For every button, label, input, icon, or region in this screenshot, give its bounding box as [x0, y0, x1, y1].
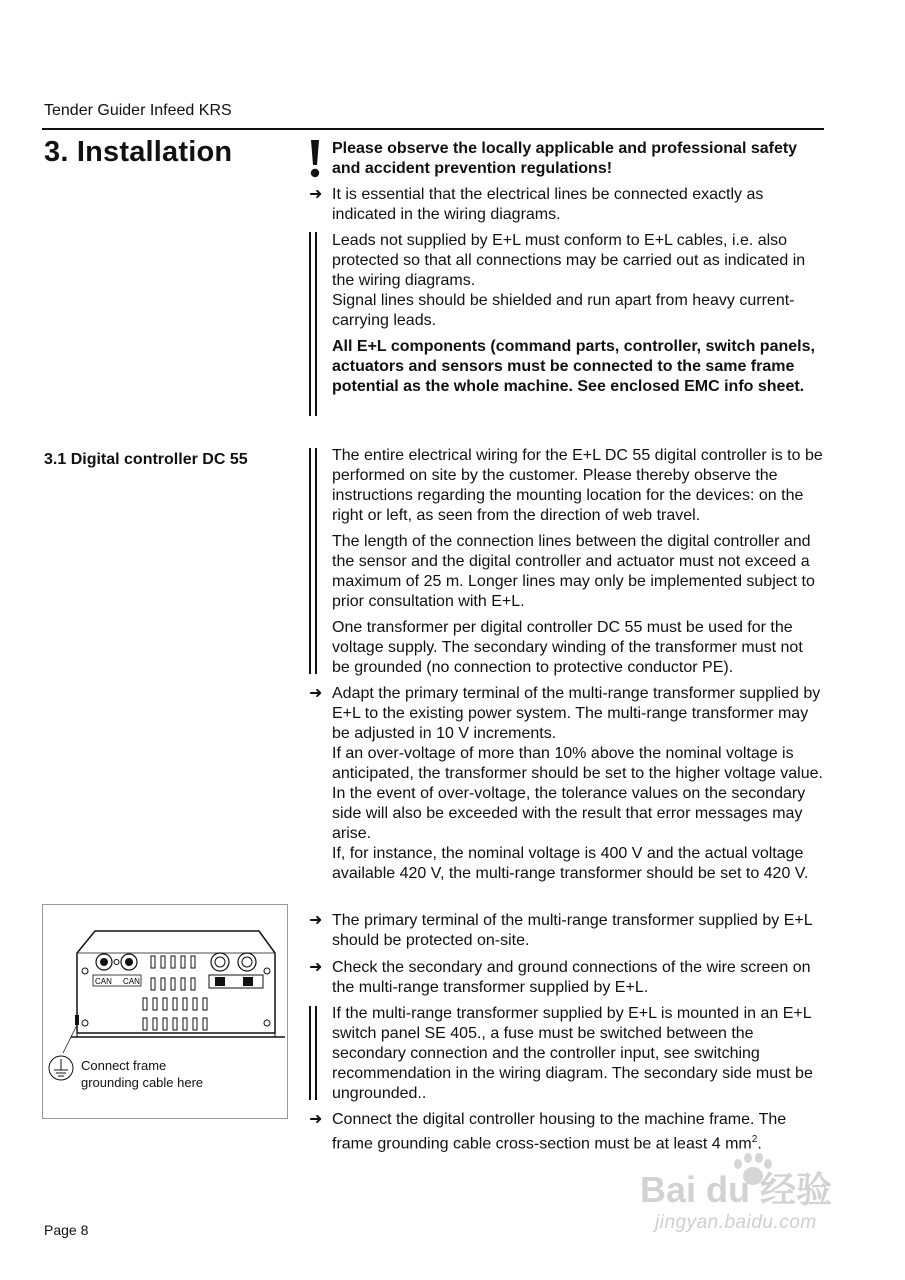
exclamation-icon: [309, 139, 321, 179]
subsection-title: 3.1 Digital controller DC 55: [44, 451, 248, 468]
safety-warning: Please observe the locally applicable and professional safety and accident prevention regulations!: [332, 140, 798, 177]
note-bar: [309, 1006, 317, 1100]
ground-icon: [49, 1056, 73, 1080]
note-text: Signal lines should be shielded and run apart from heavy current-carrying leads.: [332, 292, 795, 329]
arrow-icon: ➜: [309, 685, 323, 702]
arrow-icon: ➜: [309, 186, 323, 203]
note-text: Leads not supplied by E+L must conform to E+L cables, i.e. also protected so that all connections may be carried out as indicated in the wiring diagrams.: [332, 232, 806, 289]
figure-caption: [81, 1057, 203, 1091]
paragraph: If an over-voltage of more than 10% above the nominal voltage is anticipated, the transformer should be set to the higher voltage value. In the event of over-voltage, the tolerance values on the secondary side will also be exceeded with the result that error messages may arise.: [332, 745, 823, 842]
watermark-url: jingyan.baidu.com: [655, 1212, 817, 1233]
note-bar: [309, 448, 317, 674]
paragraph: The length of the connection lines between the digital controller and the sensor and the digital controller and actuator must not exceed a maximum of 25 m. Longer lines may only be implemented subject to prior consultation with E+L.: [332, 533, 815, 610]
caption-line: Connect frame: [81, 1058, 167, 1073]
caption-line: grounding cable here: [81, 1075, 204, 1090]
superscript: 2: [751, 1134, 758, 1145]
page-number: Page 8: [44, 1222, 89, 1238]
instruction-item: [332, 684, 824, 884]
note-block: If the multi-range transformer supplied by E+L is mounted in an E+L switch panel SE 405., a fuse must be switched between the secondary connection and the controller input, see switching recommendation in the wiring diagram. The secondary side must be ungrounded..: [332, 1005, 813, 1102]
arrow-icon: ➜: [309, 912, 323, 929]
note-block: [332, 231, 824, 397]
note-bar: [309, 232, 317, 416]
paragraph: If, for instance, the nominal voltage is 400 V and the actual voltage available 420 V, the multi-range transformer should be set to 420 V.: [332, 845, 809, 882]
document-header: Tender Guider Infeed KRS: [44, 102, 232, 119]
arrow-icon: ➜: [309, 1111, 323, 1128]
can-label: CAN: [123, 977, 140, 986]
instruction-text-end: .: [757, 1135, 762, 1153]
instruction-item: Check the secondary and ground connections of the wire screen on the multi-range transformer supplied by E+L.: [332, 959, 811, 996]
watermark-text: Bai du 经验: [640, 1169, 833, 1210]
paragraph: The entire electrical wiring for the E+L DC 55 digital controller is to be performed on site by the customer. Please thereby observe the instructions regarding the mounting location for the devices: on the right or left, as seen from the direction of web travel.: [332, 447, 823, 524]
emc-note: All E+L components (command parts, controller, switch panels, actuators and sensors must be connected to the same frame potential as the whole machine. See enclosed EMC info sheet.: [332, 338, 815, 395]
baidu-watermark-logo: [640, 1150, 860, 1215]
instruction-text: Connect the digital controller housing to the machine frame. The frame grounding cable cross-section must be at least 4 mm: [332, 1111, 787, 1153]
section-title: 3. Installation: [44, 136, 233, 168]
controller-description: [332, 446, 824, 684]
can-label: CAN: [95, 977, 112, 986]
paragraph: Adapt the primary terminal of the multi-range transformer supplied by E+L to the existing power system. The multi-range transformer may be adjusted in 10 V increments.: [332, 685, 821, 742]
controller-figure: [42, 904, 288, 1119]
instruction-item: The primary terminal of the multi-range transformer supplied by E+L should be protected on-site.: [332, 912, 813, 949]
instruction-item: It is essential that the electrical lines be connected exactly as indicated in the wiring diagrams.: [332, 186, 764, 223]
header-rule: [42, 128, 824, 130]
instruction-item: [332, 1110, 824, 1154]
arrow-icon: ➜: [309, 959, 323, 976]
paragraph: One transformer per digital controller DC 55 must be used for the voltage supply. The secondary winding of the transformer must not be grounded (no connection to protective conductor PE).: [332, 619, 803, 676]
